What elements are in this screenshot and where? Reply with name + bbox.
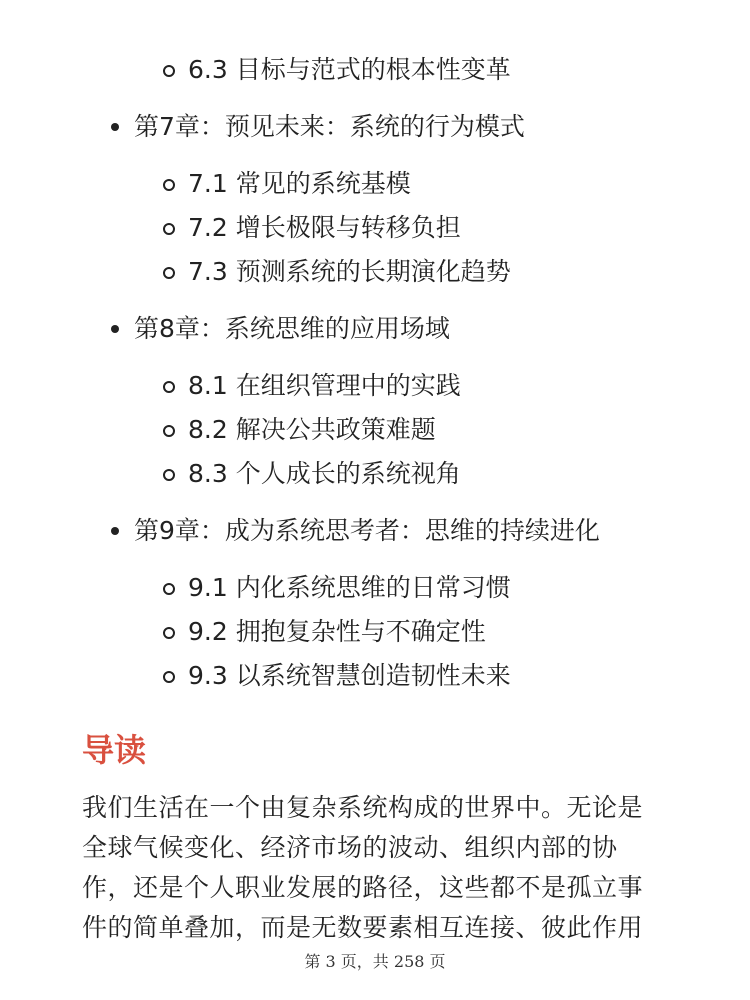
- toc-section-label: 7.1 常见的系统基模: [188, 169, 411, 198]
- hollow-bullet-icon: [163, 65, 175, 77]
- toc-section-label: 9.1 内化系统思维的日常习惯: [188, 573, 511, 602]
- page-number-footer: 第 3 页，共 258 页: [304, 952, 446, 971]
- filled-bullet-icon: [111, 527, 119, 535]
- toc-section-9-1[interactable]: [0, 566, 750, 610]
- filled-bullet-icon: [111, 325, 119, 333]
- paragraph-line: 我们生活在一个由复杂系统构成的世界中。无论是: [82, 793, 644, 822]
- toc-chapter-8[interactable]: [0, 306, 750, 352]
- toc-section-label: 7.2 增长极限与转移负担: [188, 213, 461, 242]
- table-of-contents: [0, 48, 750, 698]
- toc-section-9-2[interactable]: [0, 610, 750, 654]
- toc-section-7-3[interactable]: [0, 250, 750, 294]
- hollow-bullet-icon: [163, 469, 175, 481]
- toc-section-8-2[interactable]: [0, 408, 750, 452]
- filled-bullet-icon: [111, 123, 119, 131]
- toc-section-8-1[interactable]: [0, 364, 750, 408]
- toc-section-label: 6.3 目标与范式的根本性变革: [188, 55, 511, 84]
- toc-section-label: 9.3 以系统智慧创造韧性未来: [188, 661, 511, 690]
- paragraph-line: 作，还是个人职业发展的路径，这些都不是孤立事: [82, 873, 644, 902]
- intro-paragraph: [82, 788, 672, 948]
- toc-section-8-3[interactable]: [0, 452, 750, 496]
- hollow-bullet-icon: [163, 627, 175, 639]
- intro-heading: 导读: [82, 731, 147, 769]
- toc-section-6-3[interactable]: [0, 48, 750, 92]
- hollow-bullet-icon: [163, 425, 175, 437]
- toc-chapter-label: 第7章：预见未来：系统的行为模式: [134, 112, 525, 141]
- toc-chapter-9[interactable]: [0, 508, 750, 554]
- hollow-bullet-icon: [163, 179, 175, 191]
- hollow-bullet-icon: [163, 381, 175, 393]
- toc-section-7-1[interactable]: [0, 162, 750, 206]
- hollow-bullet-icon: [163, 223, 175, 235]
- toc-chapter-label: 第9章：成为系统思考者：思维的持续进化: [134, 516, 600, 545]
- hollow-bullet-icon: [163, 671, 175, 683]
- toc-section-label: 8.1 在组织管理中的实践: [188, 371, 461, 400]
- toc-section-label: 7.3 预测系统的长期演化趋势: [188, 257, 511, 286]
- paragraph-line: 全球气候变化、经济市场的波动、组织内部的协: [82, 833, 618, 862]
- toc-section-9-3[interactable]: [0, 654, 750, 698]
- hollow-bullet-icon: [163, 267, 175, 279]
- toc-section-7-2[interactable]: [0, 206, 750, 250]
- toc-chapter-7[interactable]: [0, 104, 750, 150]
- paragraph-line: 件的简单叠加，而是无数要素相互连接、彼此作用: [82, 913, 644, 942]
- hollow-bullet-icon: [163, 583, 175, 595]
- toc-section-label: 9.2 拥抱复杂性与不确定性: [188, 617, 486, 646]
- toc-chapter-label: 第8章：系统思维的应用场域: [134, 314, 450, 343]
- toc-section-label: 8.3 个人成长的系统视角: [188, 459, 461, 488]
- toc-section-label: 8.2 解决公共政策难题: [188, 415, 436, 444]
